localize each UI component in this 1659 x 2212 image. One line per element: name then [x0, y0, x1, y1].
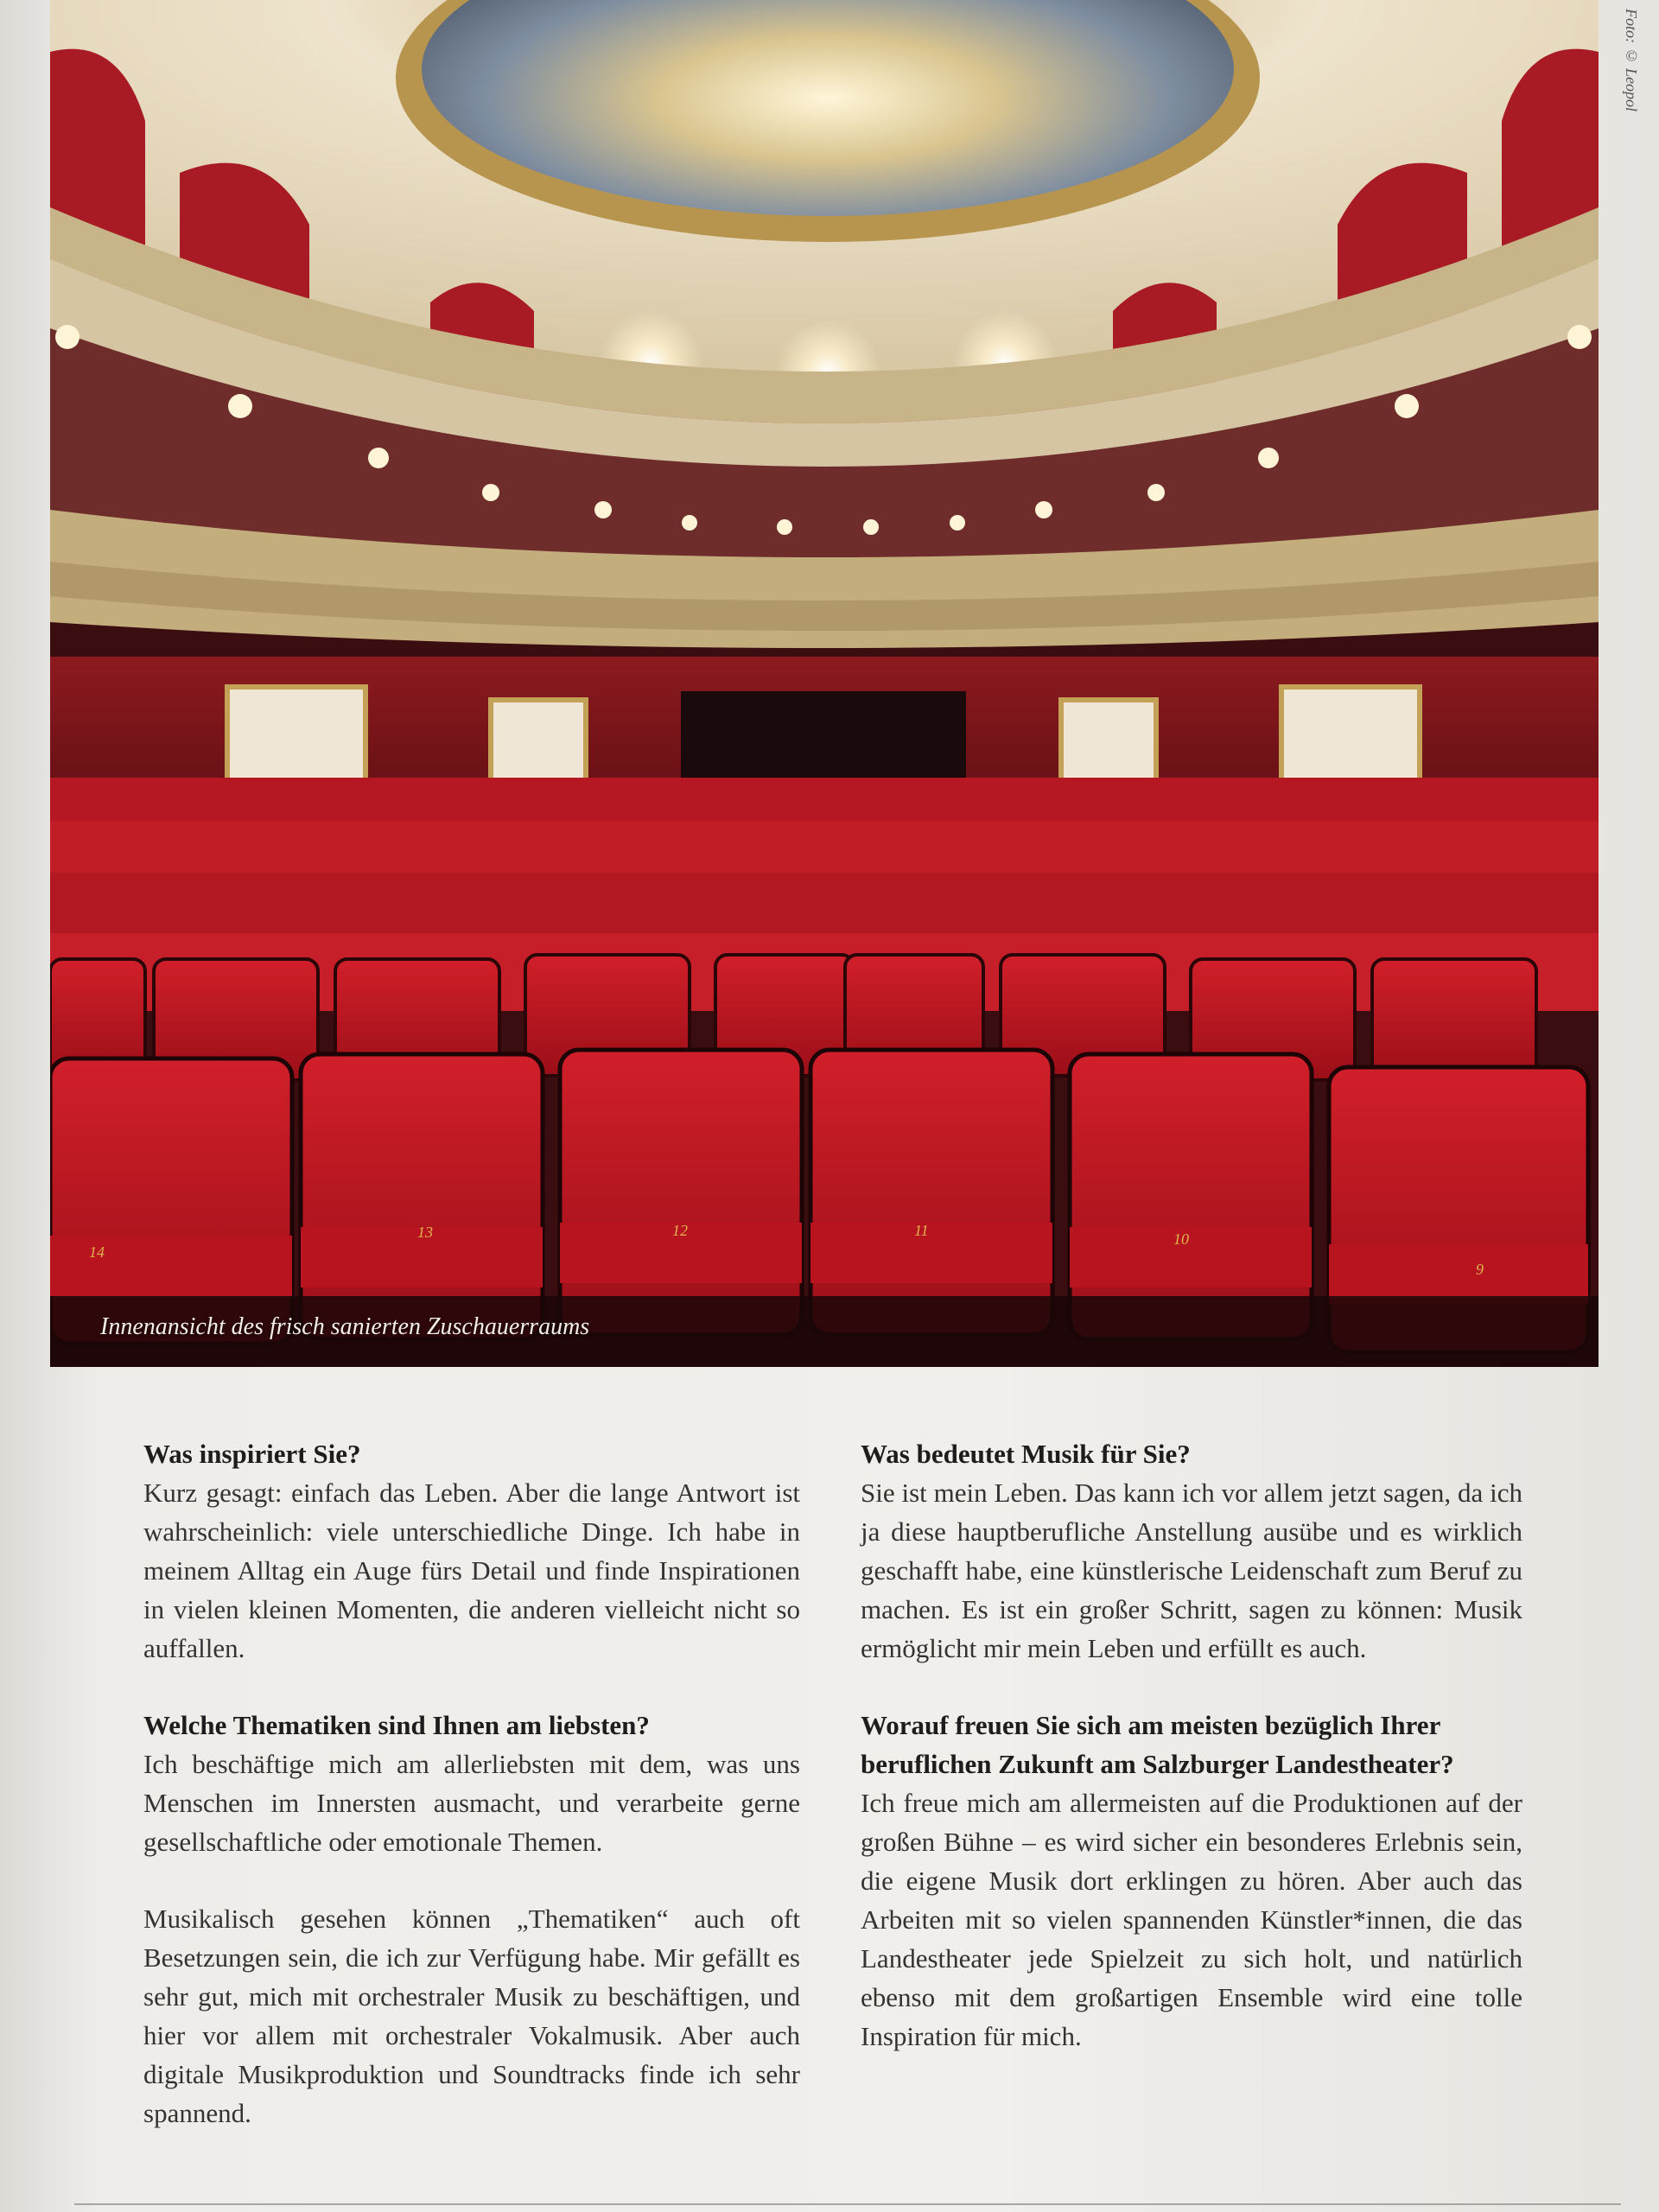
left-column [143, 1434, 800, 2171]
interview-block [143, 1899, 800, 2133]
seat-number: 12 [672, 1222, 688, 1239]
theater-photo [50, 0, 1599, 1367]
seat-number: 14 [89, 1243, 105, 1261]
photo-caption: Innenansicht des frisch sanierten Zuschauerraums [100, 1313, 590, 1340]
interview-answer: Ich freue mich am allermeisten auf die Produktionen auf der großen Bühne – es wird sicher ein besonderes Erlebnis sein, die eigene Musik dort erklingen zu hören. Aber auch das Arbeiten mit so vielen spannenden Künstler*innen, die das Landestheater jede Spielzeit zu sich holt, und natürlich ebenso mit dem großartigen Ensemble wird eine tolle Inspiration für mich. [861, 1788, 1522, 2051]
seat-number: 11 [914, 1222, 929, 1239]
interview-answer: Ich beschäftige mich am allerliebsten mit dem, was uns Menschen im Innersten ausmacht, und verarbeite gerne gesellschaftliche oder emotionale Themen. [143, 1749, 800, 1857]
interview-question: Worauf freuen Sie sich am meisten bezüglich Ihrer beruflichen Zukunft am Salzburger Landestheater? [861, 1710, 1454, 1779]
interview-question: Was bedeutet Musik für Sie? [861, 1439, 1191, 1469]
seat-number: 13 [417, 1224, 433, 1241]
interview-answer: Kurz gesagt: einfach das Leben. Aber die lange Antwort ist wahrscheinlich: viele unterschiedliche Dinge. Ich habe in meinem Alltag ein Auge fürs Detail und finde Inspirationen in vielen kleinen Momenten, die anderen vielleicht nicht so auffallen. [143, 1478, 800, 1663]
page-bottom-rule [74, 2203, 1621, 2205]
interview-answer: Sie ist mein Leben. Das kann ich vor allem jetzt sagen, da ich ja diese hauptberufliche Anstellung ausübe und es wirklich geschafft habe, eine künstlerische Leidenschaft zum Beruf zu machen. Es ist ein großer Schritt, sagen zu können: Musik ermöglicht mir mein Leben und erfüllt es auch. [861, 1478, 1522, 1663]
photo-credit: Foto: © Leopol [1623, 9, 1640, 111]
seat-number: 10 [1173, 1230, 1189, 1248]
auditorium-illustration [50, 0, 1599, 1367]
interview-block [143, 1706, 800, 1861]
interview-block [143, 1434, 800, 1668]
interview-question: Was inspiriert Sie? [143, 1439, 361, 1469]
interview-block [861, 1434, 1522, 1668]
right-column [861, 1434, 1522, 2094]
interview-block [861, 1706, 1522, 2056]
interview-question: Welche Thematiken sind Ihnen am liebsten? [143, 1710, 650, 1740]
interview-answer: Musikalisch gesehen können „Thematiken“ auch oft Besetzungen sein, die ich zur Verfügung habe. Mir gefällt es sehr gut, mich mit orchestraler Musik zu beschäftigen, und hier vor allem mit orchestraler Vokalmusik. Aber auch digitale Musikproduktion und Soundtracks finde ich sehr spannend. [143, 1904, 800, 2128]
seat-number: 9 [1476, 1261, 1484, 1278]
